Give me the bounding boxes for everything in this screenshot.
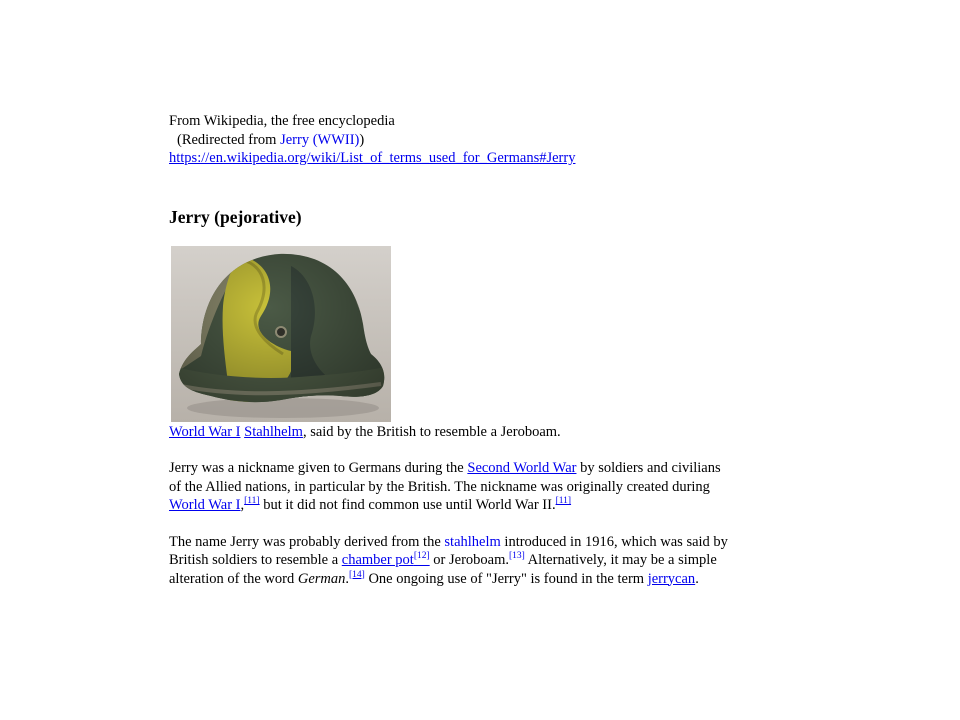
- ref-14[interactable]: [14]: [349, 569, 365, 580]
- link-chamber-pot[interactable]: chamber pot[12]: [341, 551, 430, 568]
- page-url-link[interactable]: https://en.wikipedia.org/wiki/List_of_terms_used_for_Germans#Jerry: [169, 150, 576, 166]
- article-page: [169, 112, 789, 588]
- ref-13[interactable]: [13]: [509, 551, 525, 561]
- caption-link-world-war-i[interactable]: World War I: [169, 423, 241, 440]
- link-second-world-war[interactable]: Second World War: [467, 460, 577, 476]
- stahlhelm-helmet-photo-icon: [171, 246, 391, 422]
- page-title: Jerry (pejorative): [169, 206, 302, 227]
- ref-11-b[interactable]: [11]: [555, 496, 572, 506]
- paragraph-2: The name Jerry was probably derived from the stahlhelm introduced in 1916, which was said by British soldiers to resemble a chamber pot[12] or Jeroboam.[13] Alternatively, it may be a simple alteration of the word German.[14] One ongoing use of "Jerry" is found in the term jerrycan.: [169, 533, 728, 587]
- link-world-war-i[interactable]: World War I: [169, 497, 241, 513]
- ref-11-a[interactable]: [11]: [244, 496, 260, 506]
- page-url: [169, 149, 789, 168]
- image-caption: World War I Stahlhelm, said by the British to resemble a Jeroboam.: [169, 423, 561, 440]
- link-stahlhelm[interactable]: stahlhelm: [444, 533, 501, 550]
- redirect-link[interactable]: Jerry (WWII): [280, 131, 360, 148]
- link-jerrycan[interactable]: jerrycan: [647, 570, 696, 587]
- paragraph-1: Jerry was a nickname given to Germans during the Second World War by soldiers and civilians of the Allied nations, in particular by the British. The nickname was originally created during World War I,[11] but it did not find common use until World War II.[11]: [169, 460, 721, 513]
- redirect-note: (Redirected from Jerry (WWII)): [177, 131, 365, 148]
- helmet-image[interactable]: [171, 246, 391, 422]
- italic-german: German: [297, 570, 346, 587]
- site-tagline: From Wikipedia, the free encyclopedia: [169, 113, 395, 129]
- caption-link-stahlhelm[interactable]: Stahlhelm: [244, 423, 303, 440]
